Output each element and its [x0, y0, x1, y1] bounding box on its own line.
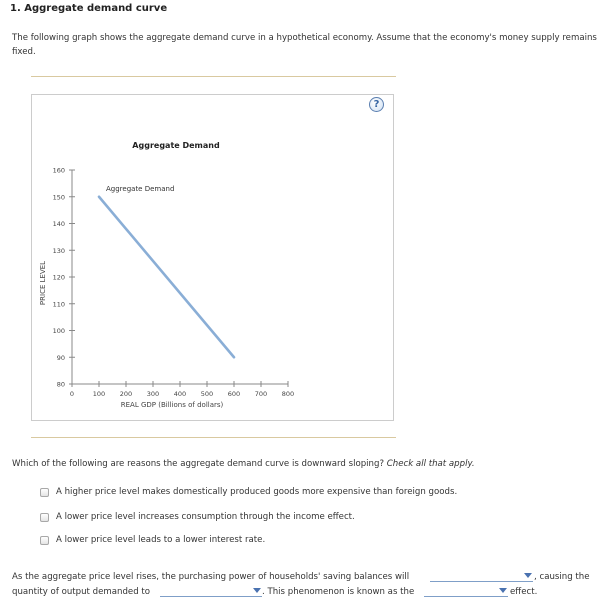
help-icon[interactable]: ? — [369, 97, 384, 112]
option-3-label: A lower price level leads to a lower interest rate. — [56, 535, 266, 545]
question-text — [12, 459, 475, 469]
question-main: Which of the following are reasons the aggregate demand curve is downward sloping? — [12, 459, 385, 469]
saving-balance-dropdown[interactable] — [430, 572, 533, 582]
x-tick-label: 200 — [119, 390, 133, 398]
option-1-label: A higher price level makes domestically produced goods more expensive than foreign goods. — [56, 487, 458, 497]
y-tick-label: 120 — [52, 273, 65, 282]
option-2-checkbox[interactable] — [40, 513, 49, 522]
question-instruction: Check all that apply. — [386, 459, 475, 469]
fill-in-part4: . This phenomenon is known as the — [262, 587, 415, 597]
chevron-down-icon — [499, 588, 507, 593]
x-tick-label: 600 — [227, 390, 241, 398]
divider-bottom — [31, 437, 396, 438]
option-3[interactable] — [40, 534, 265, 546]
page-title: 1. Aggregate demand curve — [10, 3, 168, 14]
chart-series — [99, 197, 234, 358]
x-tick-label: 300 — [146, 390, 160, 398]
fill-in-part1: As the aggregate price level rises, the purchasing power of households' saving balances will — [12, 572, 410, 582]
y-tick-label: 90 — [56, 353, 65, 362]
effect-dropdown[interactable] — [424, 587, 508, 597]
x-tick-label: 800 — [281, 390, 295, 398]
output-demanded-dropdown[interactable] — [160, 587, 262, 597]
y-tick-label: 110 — [52, 300, 65, 309]
x-tick-label: 0 — [69, 390, 75, 398]
option-3-checkbox[interactable] — [40, 536, 49, 545]
option-1[interactable] — [40, 486, 457, 498]
y-axis-label: PRICE LEVEL — [39, 260, 47, 306]
y-tick-label: 80 — [56, 380, 65, 389]
fill-in-part3: quantity of output demanded to — [12, 587, 151, 597]
option-2-label: A lower price level increases consumption through the income effect. — [56, 512, 355, 522]
x-tick-label: 500 — [200, 390, 214, 398]
aggregate-demand-curve — [99, 197, 234, 358]
chevron-down-icon — [524, 573, 532, 578]
chart-ticks — [53, 167, 295, 399]
option-1-checkbox[interactable] — [40, 488, 49, 497]
y-tick-label: 150 — [52, 193, 65, 202]
y-tick-label: 140 — [52, 220, 65, 228]
x-axis-label: REAL GDP (Billions of dollars) — [120, 401, 224, 409]
series-label: Aggregate Demand — [106, 185, 175, 193]
x-tick-label: 100 — [92, 390, 106, 398]
x-tick-label: 400 — [173, 390, 187, 398]
chevron-down-icon — [253, 588, 261, 593]
y-tick-label: 160 — [52, 166, 65, 175]
fill-in-part2: , causing the — [534, 572, 590, 582]
x-tick-label: 700 — [254, 390, 268, 398]
y-tick-label: 130 — [52, 246, 65, 255]
fill-in-part5: effect. — [510, 587, 538, 597]
chart-title: Aggregate Demand — [132, 141, 220, 150]
y-tick-label: 100 — [52, 327, 65, 335]
option-2[interactable] — [40, 511, 355, 523]
intro-text: The following graph shows the aggregate demand curve in a hypothetical economy. Assume that the economy's money supply remains fixed. — [12, 33, 597, 57]
